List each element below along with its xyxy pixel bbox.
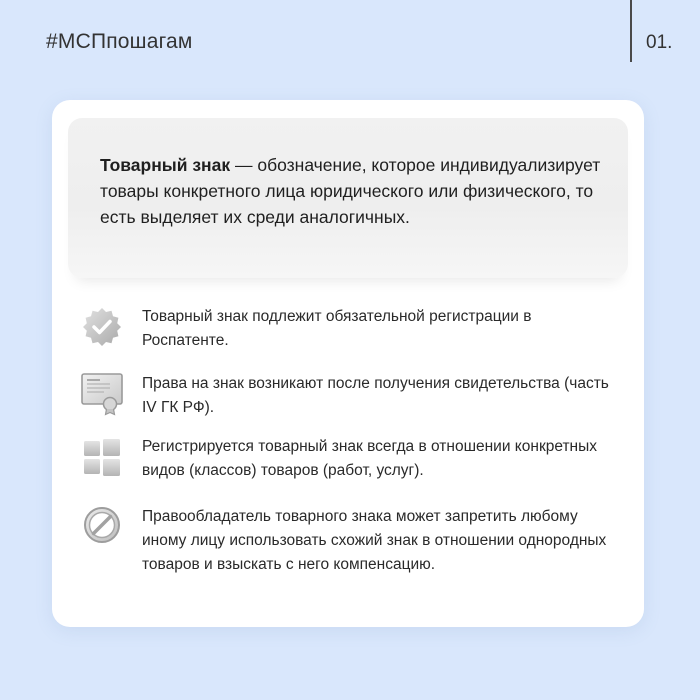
grid-classes-icon bbox=[80, 435, 124, 479]
list-item-text: Правообладатель товарного знака может запретить любому иному лицу использовать схожий знак в отношении однородных товаров и взыскать с него компенсацию. bbox=[142, 508, 607, 573]
page-number: 01. bbox=[646, 32, 673, 53]
header-divider bbox=[630, 0, 632, 62]
definition-box bbox=[68, 118, 628, 278]
content-card bbox=[52, 100, 644, 627]
definition-term: Товарный знак bbox=[100, 155, 231, 175]
check-badge-icon bbox=[80, 305, 124, 349]
list-item-text: Права на знак возникают после получения свидетельства (часть IV ГК РФ). bbox=[142, 375, 609, 416]
certificate-icon bbox=[80, 372, 124, 416]
prohibited-icon bbox=[80, 505, 124, 549]
list-item-text: Товарный знак подлежит обязательной регистрации в Роспатенте. bbox=[142, 308, 532, 349]
list-item-text: Регистрируется товарный знак всегда в отношении конкретных видов (классов) товаров (работ, услуг). bbox=[142, 438, 597, 479]
definition-body: — обозначение, которое индивидуализирует товары конкретного лица юридического или физического, то есть выделяет их среди аналогичных. bbox=[100, 155, 601, 227]
definition-text bbox=[100, 152, 610, 230]
hashtag-title: #МСПпошагам bbox=[46, 30, 193, 53]
